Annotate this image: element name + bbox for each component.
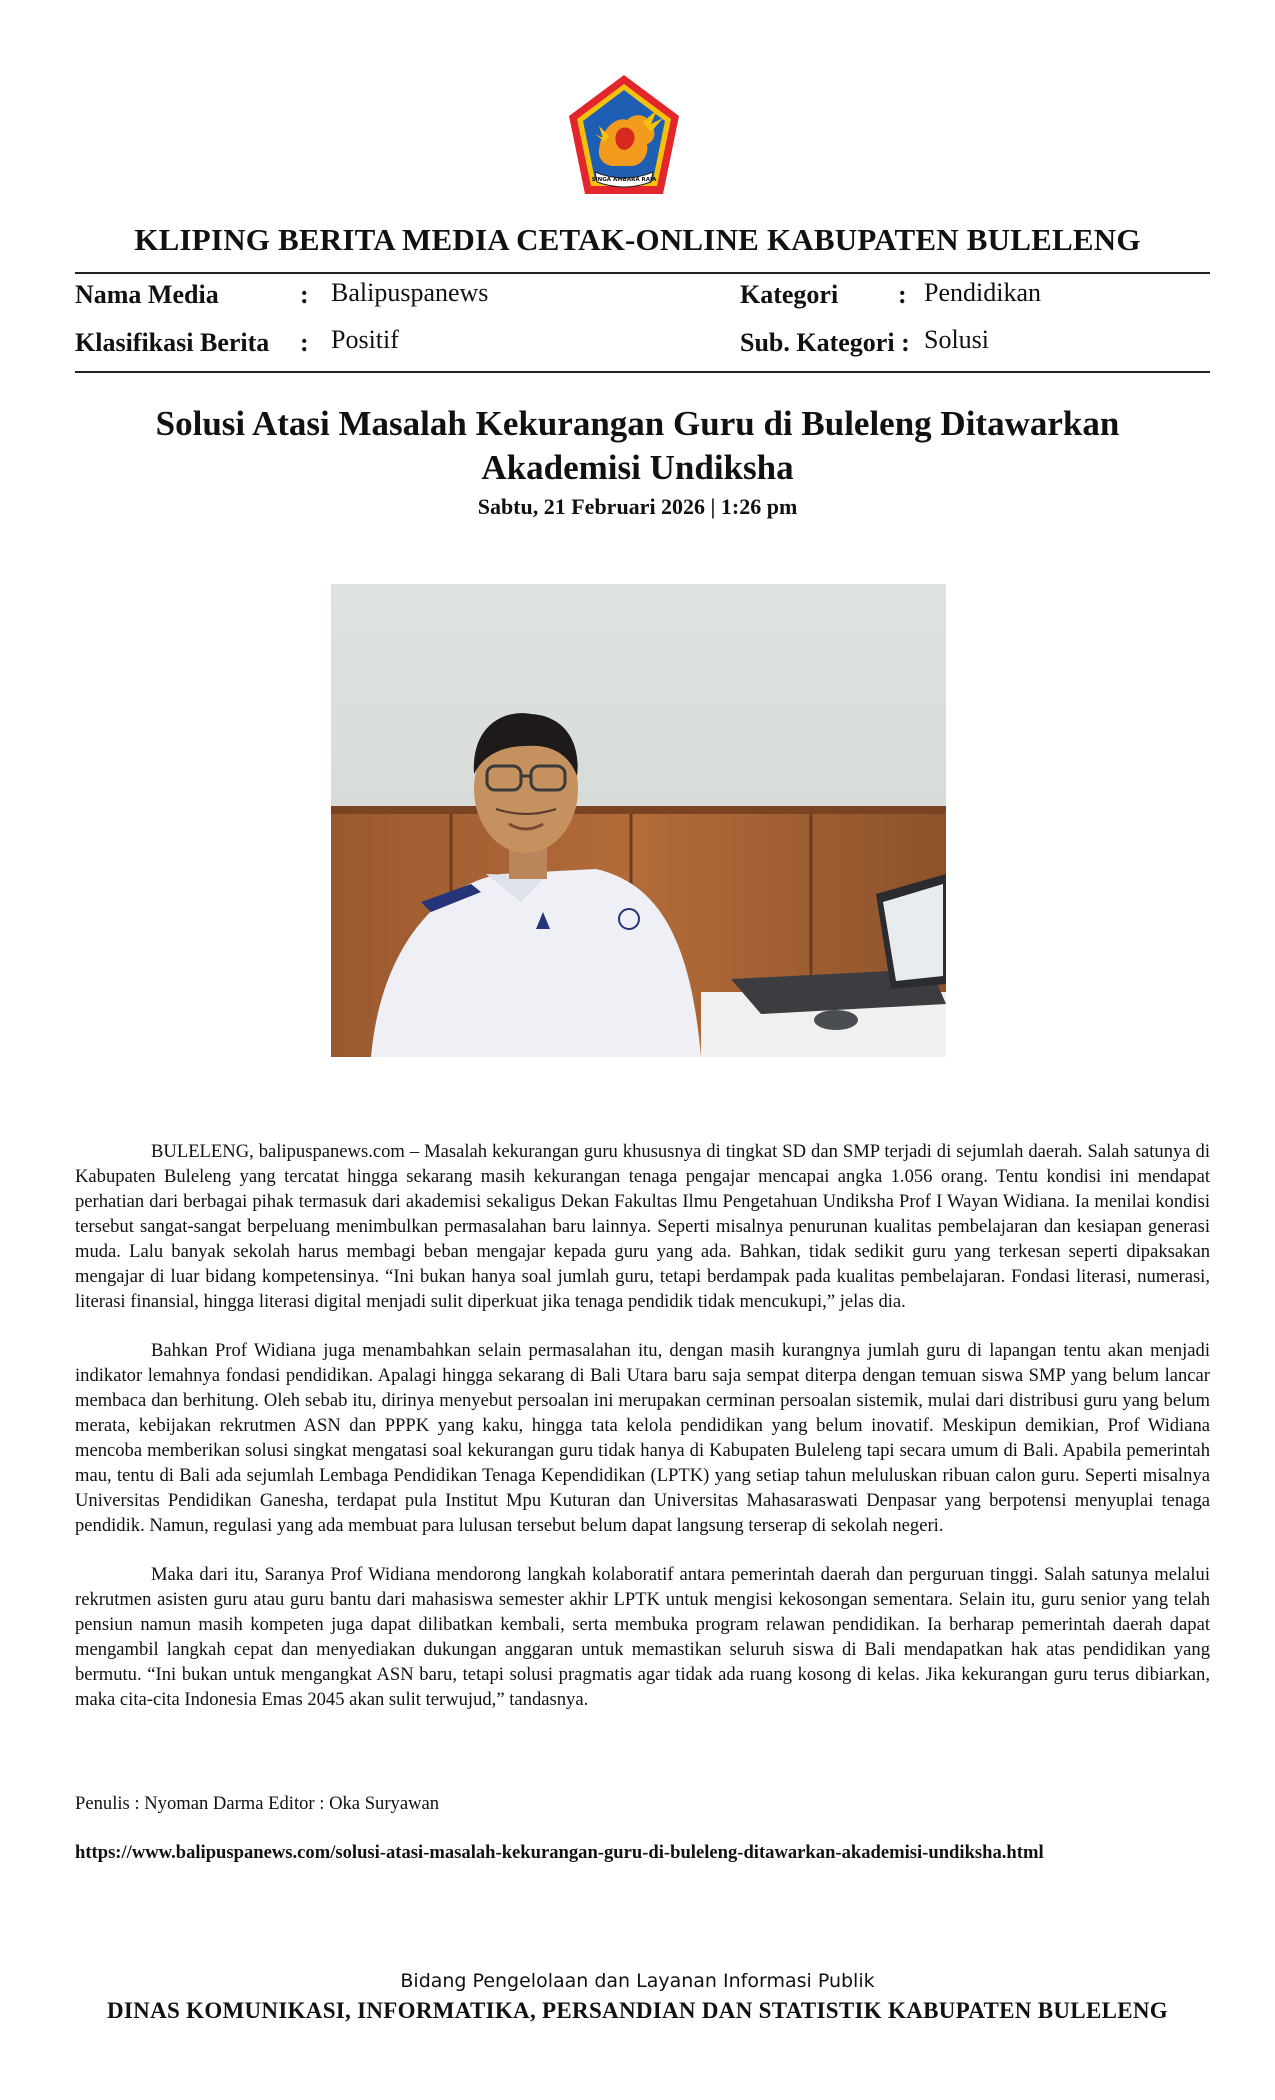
- header-divider-top: [75, 272, 1210, 274]
- sub-kategori-label: Sub. Kategori :: [740, 328, 910, 357]
- klasifikasi-value: Positif: [331, 325, 399, 354]
- footer-division: Bidang Pengelolaan dan Layanan Informasi Publik: [400, 1970, 875, 1992]
- media-label: Nama Media: [75, 280, 219, 309]
- article-body: [75, 1139, 1210, 1736]
- media-separator: :: [300, 280, 309, 309]
- article-paragraph: Bahkan Prof Widiana juga menambahkan selain permasalahan itu, dengan masih kurangnya jumlah guru di lapangan tentu akan menjadi indikator lemahnya fondasi pendidikan. Apalagi hingga sekarang di Bali Utara baru saja sempat diterpa dengan temuan siswa SMP yang belum lancar membaca dan berhitung. Oleh sebab itu, dirinya menyebut persoalan ini merupakan cerminan persoalan sistemik, mulai dari distribusi guru yang belum merata, kebijakan rekrutmen ASN dan PPPK yang kaku, hingga tata kelola pendidikan yang belum inovatif. Meskipun demikian, Prof Widiana mencoba memberikan solusi singkat mengatasi soal kekurangan guru tidak hanya di Kabupaten Buleleng tapi secara umum di Bali. Apabila pemerintah mau, tentu di Bali ada sejumlah Lembaga Pendidikan Tenaga Kependidikan (LPTK) yang setiap tahun meluluskan ribuan calon guru. Seperti misalnya Universitas Pendidikan Ganesha, terdapat pula Institut Mpu Kuturan dan Universitas Mahasaraswati Denpasar yang berpotensi menyuplai tenaga pendidik. Namun, regulasi yang ada membuat para lulusan tersebut belum dapat langsung terserap di sekolah negeri.: [75, 1340, 1210, 1536]
- article-paragraph: Maka dari itu, Saranya Prof Widiana mendorong langkah kolaboratif antara pemerintah daerah dan perguruan tinggi. Salah satunya melalui rekrutmen asisten guru atau guru bantu dari mahasiswa semester akhir LPTK untuk mengisi kekosongan sementara. Selain itu, guru senior yang telah pensiun namun masih kompeten juga dapat dilibatkan kembali, serta membuka program relawan pendidikan. Ia berharap pemerintah daerah dapat mengambil langkah cepat dan menyediakan dukungan anggaran untuk memastikan seluruh siswa di Bali mendapatkan hak atas pendidikan yang bermutu. “Ini bukan untuk mengangkat ASN baru, tetapi solusi pragmatis agar tidak ada ruang kosong di kelas. Jika kekurangan guru terus dibiarkan, maka cita-cita Indonesia Emas 2045 akan sulit terwujud,” tandasnya.: [75, 1564, 1210, 1710]
- logo-motto: SINGA AMBARA RAJA: [591, 177, 657, 183]
- kategori-value: Pendidikan: [924, 278, 1041, 307]
- article-title: [100, 402, 1175, 490]
- kategori-label: Kategori: [740, 280, 839, 309]
- article-title-line2: Akademisi Undiksha: [481, 448, 794, 487]
- kategori-separator: :: [898, 280, 907, 309]
- sub-kategori-value: Solusi: [924, 325, 990, 354]
- media-value: Balipuspanews: [331, 278, 489, 307]
- article-paragraph: BULELENG, balipuspanews.com – Masalah kekurangan guru khususnya di tingkat SD dan SMP terjadi di sejumlah daerah. Salah satunya di Kabupaten Buleleng yang tercatat hingga sekarang masih kekurangan tenaga pengajar mencapai angka 1.056 orang. Tentu kondisi ini mendapat perhatian dari berbagai pihak termasuk dari akademisi sekaligus Dekan Fakultas Ilmu Pengetahuan Undiksha Prof I Wayan Widiana. Ia menilai kondisi tersebut sangat-sangat berpeluang menimbulkan permasalahan baru lainnya. Seperti misalnya penurunan kualitas pembelajaran dan kesiapan generasi muda. Lalu banyak sekolah harus membagi beban mengajar kepada guru yang ada. Bahkan, tidak sedikit guru yang terkesan seperti dipaksakan mengajar di luar bidang kompetensinya. “Ini bukan hanya soal jumlah guru, tetapi berdampak pada kualitas pembelajaran. Fondasi literasi, numerasi, literasi finansial, hingga literasi digital menjadi sulit diperkuat jika tenaga pendidik tidak mencukupi,” jelas dia.: [75, 1141, 1210, 1312]
- klasifikasi-label: Klasifikasi Berita: [75, 328, 270, 357]
- article-title-line1: Solusi Atasi Masalah Kekurangan Guru di Buleleng Ditawarkan: [155, 404, 1120, 443]
- article-credit: Penulis : Nyoman Darma Editor : Oka Suryawan: [75, 1793, 440, 1814]
- source-url[interactable]: https://www.balipuspanews.com/solusi-atasi-masalah-kekurangan-guru-di-buleleng-ditawarkan-akademisi-undiksha.html: [75, 1842, 1044, 1863]
- buleleng-logo: [565, 72, 683, 200]
- article-date: Sabtu, 21 Februari 2026 | 1:26 pm: [477, 494, 798, 519]
- page-title: KLIPING BERITA MEDIA CETAK-ONLINE KABUPATEN BULELENG: [134, 222, 1141, 257]
- footer-agency: DINAS KOMUNIKASI, INFORMATIKA, PERSANDIAN DAN STATISTIK KABUPATEN BULELENG: [107, 1998, 1168, 2023]
- article-photo: [331, 584, 946, 1057]
- klasifikasi-separator: :: [300, 328, 309, 357]
- header-divider-bottom: [75, 371, 1210, 373]
